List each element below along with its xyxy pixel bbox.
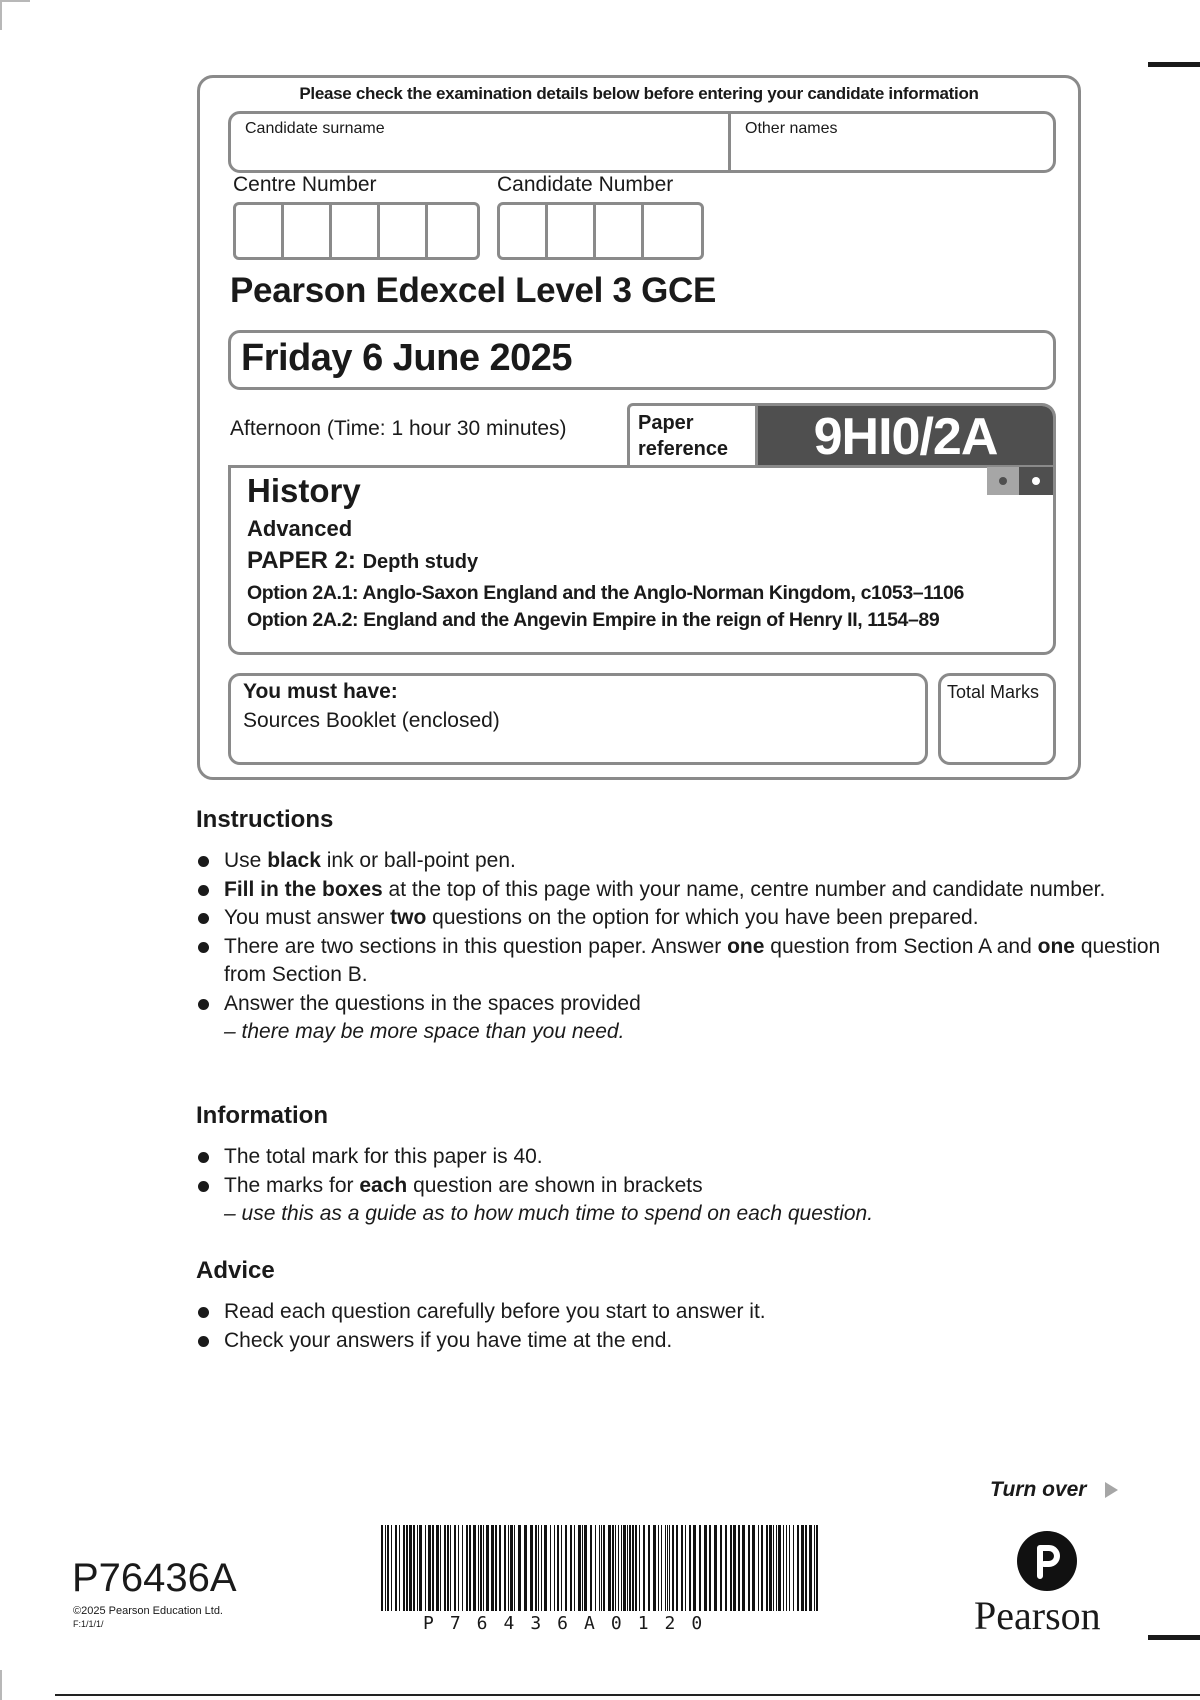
bullet-icon	[198, 999, 209, 1010]
play-arrow-icon	[1105, 1482, 1118, 1498]
must-have-box	[228, 673, 928, 765]
bullet-icon	[198, 1307, 209, 1318]
candidate-number-digit[interactable]	[500, 205, 548, 257]
barcode-bar	[499, 1525, 501, 1611]
corner-mark-top-left-v	[0, 0, 2, 30]
barcode-bar	[704, 1525, 707, 1611]
instruction-item: Use black ink or ball-point pen.	[196, 847, 1200, 876]
barcode-bar	[570, 1525, 572, 1611]
barcode-bar	[483, 1525, 484, 1611]
barcode-bar	[786, 1525, 787, 1611]
barcode-bar	[648, 1525, 650, 1611]
barcode-bar	[693, 1525, 696, 1611]
barcode-bar	[458, 1525, 459, 1611]
paper-reference-label-line-1: Paper	[638, 412, 694, 434]
barcode-bar	[419, 1525, 422, 1611]
barcode-text: P76436A0120	[423, 1613, 719, 1634]
candidate-number-label: Candidate Number	[497, 173, 674, 196]
barcode-bar	[632, 1525, 634, 1611]
total-marks-label: Total Marks	[947, 682, 1040, 702]
tab-dot-icon	[999, 477, 1007, 485]
barcode-bar	[667, 1525, 668, 1611]
exam-date-box	[228, 330, 1056, 390]
barcode-bar	[643, 1525, 645, 1611]
barcode-bar	[601, 1525, 602, 1611]
candidate-number-boxes[interactable]	[497, 202, 704, 260]
barcode-bar	[758, 1525, 759, 1611]
centre-number-boxes[interactable]	[233, 202, 480, 260]
candidate-number-digit[interactable]	[548, 205, 596, 257]
barcode-bar	[538, 1525, 539, 1611]
barcode-bar	[629, 1525, 631, 1611]
paper-reference-code: 9HI0/2A	[758, 406, 1053, 466]
barcode-bar	[699, 1525, 701, 1611]
barcode-bar	[403, 1525, 405, 1611]
advice-list	[196, 1298, 766, 1355]
barcode-bar	[742, 1525, 745, 1611]
must-have-heading: You must have:	[243, 680, 398, 703]
barcode-bar	[473, 1525, 476, 1611]
barcode-bar	[462, 1525, 463, 1611]
barcode-bar	[676, 1525, 678, 1611]
corner-tab-dark	[1019, 467, 1053, 495]
barcode-bar	[385, 1525, 386, 1611]
barcode-bar	[766, 1525, 768, 1611]
subject-title: History	[247, 472, 361, 509]
bullet-icon	[198, 942, 209, 953]
information-item: The marks for each question are shown in brackets – use this as a guide as to how much time to spend on each question.	[196, 1172, 873, 1229]
other-names-field[interactable]	[731, 114, 1053, 170]
instruction-item: You must answer two questions on the option for which you have been prepared.	[196, 904, 1200, 933]
turn-over-label: Turn over	[990, 1478, 1087, 1501]
check-details-note: Please check the examination details below before entering your candidate information	[299, 84, 979, 103]
barcode-bar	[535, 1525, 537, 1611]
paper-number-label: PAPER 2:	[247, 547, 356, 574]
bullet-icon	[198, 885, 209, 896]
barcode-bar	[797, 1525, 799, 1611]
barcode-bar	[444, 1525, 446, 1611]
bullet-icon	[198, 1152, 209, 1163]
must-have-item: Sources Booklet (enclosed)	[243, 709, 500, 732]
barcode-bar	[805, 1525, 807, 1611]
barcode-bar	[466, 1525, 468, 1611]
barcode-bar	[627, 1525, 628, 1611]
exam-date: Friday 6 June 2025	[241, 337, 573, 379]
centre-number-digit[interactable]	[284, 205, 332, 257]
barcode-bar	[615, 1525, 616, 1611]
barcode-bar	[425, 1525, 426, 1611]
barcode-bar	[432, 1525, 434, 1611]
barcode-bar	[809, 1525, 812, 1611]
barcode-bar	[541, 1525, 542, 1611]
candidate-surname-label: Candidate surname	[245, 120, 385, 137]
barcode-bar	[685, 1525, 686, 1611]
bullet-icon	[198, 913, 209, 924]
bullet-icon	[198, 1336, 209, 1347]
corner-mark-top-left	[0, 0, 30, 2]
barcode-bar	[450, 1525, 451, 1611]
barcode-bar	[783, 1525, 784, 1611]
pearson-logo-icon	[1016, 1530, 1078, 1592]
barcode-bar	[608, 1525, 611, 1611]
barcode-bar	[595, 1525, 596, 1611]
tab-dot-icon	[1032, 477, 1040, 485]
barcode-bar	[725, 1525, 727, 1611]
barcode-bar	[658, 1525, 659, 1611]
candidate-number-digit[interactable]	[644, 205, 692, 257]
barcode-bar	[469, 1525, 471, 1611]
candidate-surname-field[interactable]	[231, 114, 731, 170]
barcode-bar	[599, 1525, 600, 1611]
qualification-title: Pearson Edexcel Level 3 GCE	[230, 271, 717, 310]
barcode-bar	[635, 1525, 637, 1611]
barcode-bar	[584, 1525, 587, 1611]
edge-mark-bottom-right	[1148, 1635, 1200, 1640]
advice-item: Read each question carefully before you start to answer it.	[196, 1298, 766, 1327]
bullet-icon	[198, 856, 209, 867]
barcode-bar	[714, 1525, 717, 1611]
instructions-heading: Instructions	[196, 806, 334, 833]
barcode-bar	[582, 1525, 583, 1611]
barcode-bar	[387, 1525, 389, 1611]
barcode	[381, 1525, 821, 1611]
paper-title: Depth study	[362, 551, 479, 573]
barcode-bar	[665, 1525, 666, 1611]
barcode-bar	[738, 1525, 740, 1611]
barcode-bar	[399, 1525, 400, 1611]
candidate-name-row	[228, 111, 1056, 173]
advice-heading: Advice	[196, 1257, 275, 1284]
barcode-bar	[618, 1525, 619, 1611]
barcode-bar	[590, 1525, 592, 1611]
barcode-bar	[574, 1525, 575, 1611]
total-marks-box[interactable]	[938, 673, 1056, 765]
copyright-notice: ©2025 Pearson Education Ltd.	[73, 1605, 223, 1617]
barcode-bar	[495, 1525, 497, 1611]
barcode-bar	[669, 1525, 670, 1611]
barcode-bar	[621, 1525, 622, 1611]
candidate-number-digit[interactable]	[596, 205, 644, 257]
barcode-bar	[504, 1525, 506, 1611]
barcode-bar	[395, 1525, 397, 1611]
barcode-bar	[480, 1525, 482, 1611]
barcode-bar	[391, 1525, 392, 1611]
paper-reference-label	[630, 406, 758, 466]
bullet-icon	[198, 1181, 209, 1192]
barcode-bar	[730, 1525, 732, 1611]
barcode-bar	[447, 1525, 449, 1611]
barcode-bar	[550, 1525, 551, 1611]
barcode-bar	[689, 1525, 691, 1611]
barcode-bar	[454, 1525, 456, 1611]
barcode-bar	[518, 1525, 521, 1611]
barcode-bar	[381, 1525, 383, 1611]
barcode-bar	[478, 1525, 479, 1611]
print-reference: F:1/1/1/	[73, 1619, 104, 1629]
barcode-bar	[709, 1525, 711, 1611]
other-names-label: Other names	[745, 120, 838, 137]
barcode-bar	[801, 1525, 804, 1611]
centre-number-digit[interactable]	[332, 205, 380, 257]
barcode-bar	[508, 1525, 509, 1611]
barcode-bar	[681, 1525, 683, 1611]
barcode-bar	[612, 1525, 614, 1611]
barcode-bar	[409, 1525, 412, 1611]
barcode-bar	[530, 1525, 533, 1611]
corner-tab-grey	[987, 467, 1019, 495]
barcode-bar	[773, 1525, 774, 1611]
barcode-bar	[733, 1525, 736, 1611]
barcode-bar	[554, 1525, 555, 1611]
paper-reference-label-line-2: reference	[638, 438, 729, 460]
barcode-bar	[491, 1525, 494, 1611]
barcode-bar	[793, 1525, 794, 1611]
barcode-bar	[406, 1525, 408, 1611]
barcode-bar	[776, 1525, 777, 1611]
barcode-bar	[440, 1525, 441, 1611]
barcode-bar	[524, 1525, 527, 1611]
barcode-bar	[816, 1525, 818, 1611]
centre-number-digit[interactable]	[428, 205, 476, 257]
barcode-bar	[639, 1525, 640, 1611]
barcode-bar	[514, 1525, 515, 1611]
instructions-list	[196, 847, 1200, 1047]
information-item: The total mark for this paper is 40.	[196, 1143, 873, 1172]
paper-code: P76436A	[72, 1556, 237, 1600]
barcode-bar	[814, 1525, 815, 1611]
subject-level: Advanced	[247, 516, 353, 541]
barcode-bar	[778, 1525, 781, 1611]
barcode-bar	[603, 1525, 605, 1611]
centre-number-digit[interactable]	[236, 205, 284, 257]
exam-session: Afternoon (Time: 1 hour 30 minutes)	[230, 417, 567, 440]
instruction-item: There are two sections in this question paper. Answer one question from Section A and one question from Section B.	[196, 933, 1200, 990]
publisher-name: Pearson	[974, 1593, 1101, 1638]
barcode-bar	[417, 1525, 418, 1611]
barcode-bar	[623, 1525, 626, 1611]
barcode-bar	[561, 1525, 562, 1611]
barcode-bar	[720, 1525, 722, 1611]
information-list	[196, 1143, 873, 1229]
instruction-item: Answer the questions in the spaces provided – there may be more space than you need.	[196, 990, 1200, 1047]
barcode-bar	[413, 1525, 415, 1611]
subject-box	[228, 465, 1056, 655]
barcode-bar	[486, 1525, 489, 1611]
barcode-bar	[761, 1525, 763, 1611]
barcode-bar	[789, 1525, 790, 1611]
barcode-bar	[544, 1525, 547, 1611]
barcode-bar	[653, 1525, 656, 1611]
instruction-item: Fill in the boxes at the top of this page with your name, centre number and candidate number.	[196, 876, 1200, 905]
centre-number-digit[interactable]	[380, 205, 428, 257]
barcode-bar	[557, 1525, 559, 1611]
paper-number	[247, 547, 478, 575]
advice-item: Check your answers if you have time at the end.	[196, 1327, 766, 1356]
barcode-bar	[672, 1525, 674, 1611]
page-bottom-rule	[55, 1694, 1200, 1696]
barcode-bar	[661, 1525, 662, 1611]
barcode-bar	[428, 1525, 431, 1611]
option-1: Option 2A.1: Anglo-Saxon England and the Anglo-Norman Kingdom, c1053–1106	[247, 582, 964, 604]
option-2: Option 2A.2: England and the Angevin Empire in the reign of Henry II, 1154–89	[247, 609, 940, 631]
barcode-bar	[565, 1525, 567, 1611]
corner-mark-bottom-left	[0, 1670, 2, 1700]
candidate-details-panel	[197, 75, 1081, 780]
barcode-bar	[769, 1525, 772, 1611]
barcode-bar	[748, 1525, 750, 1611]
edge-mark-top-right	[1148, 62, 1200, 67]
centre-number-label: Centre Number	[233, 173, 377, 196]
barcode-bar	[752, 1525, 755, 1611]
barcode-bar	[510, 1525, 513, 1611]
barcode-bar	[436, 1525, 439, 1611]
paper-reference-box	[627, 403, 1056, 466]
information-heading: Information	[196, 1102, 328, 1129]
barcode-bar	[578, 1525, 581, 1611]
